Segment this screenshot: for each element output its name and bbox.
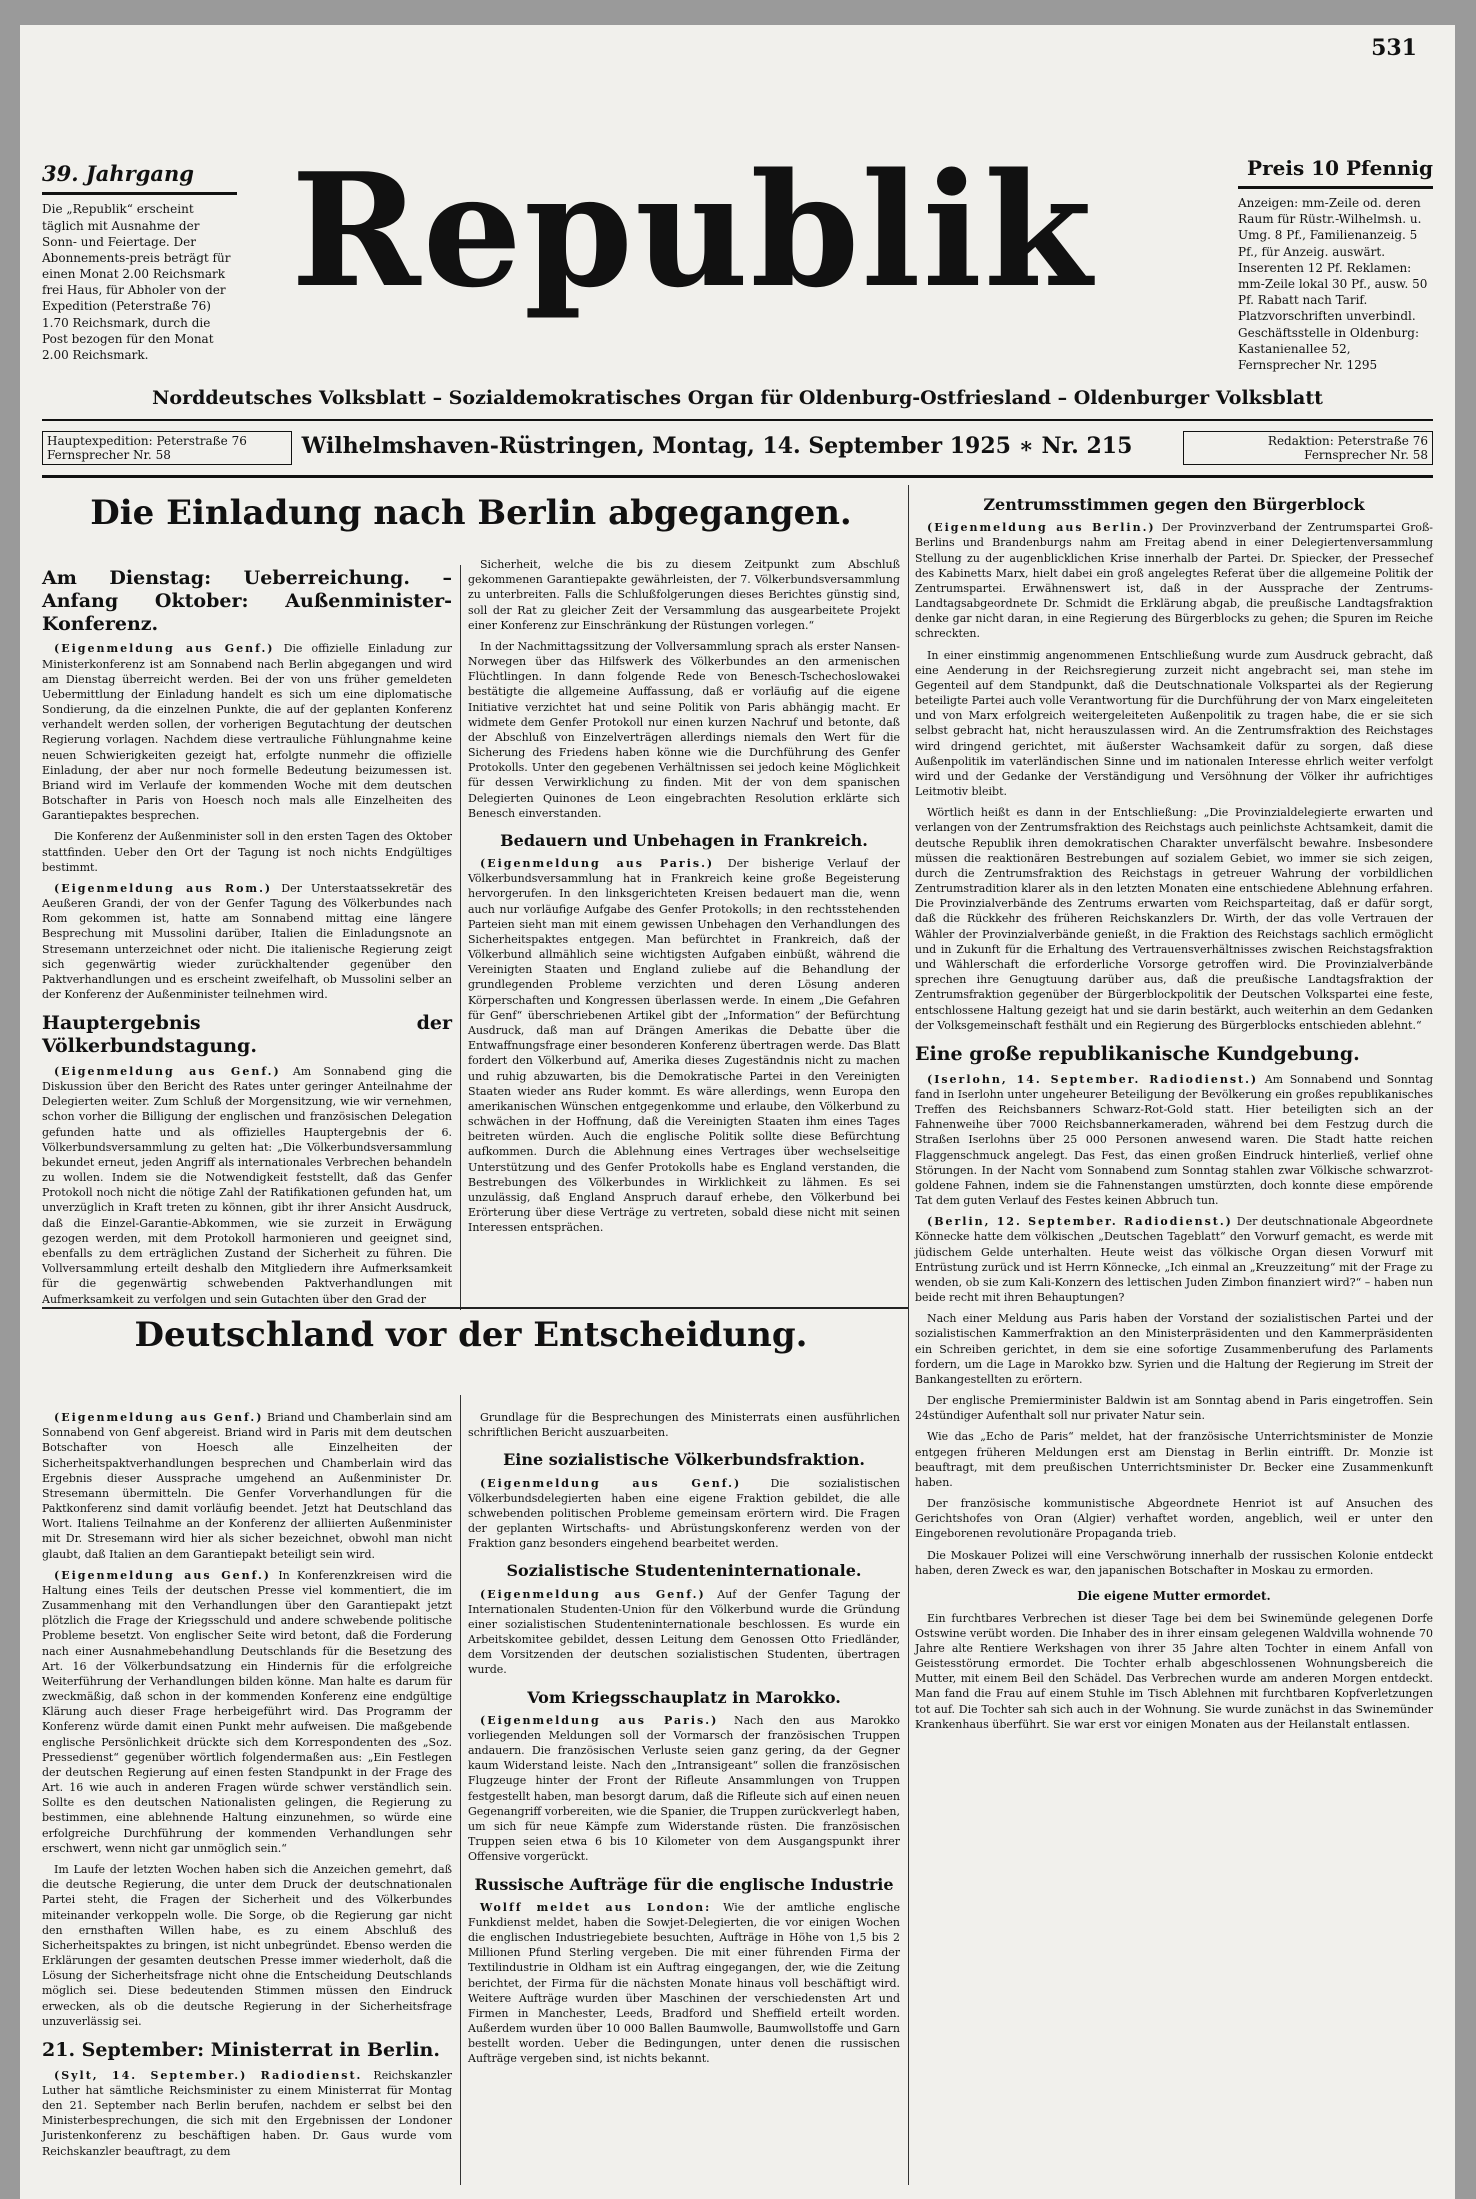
column-1 xyxy=(42,557,452,1313)
source-tag: (Eigenmeldung aus Paris.) xyxy=(480,1713,719,1727)
column-rule xyxy=(460,1395,461,2185)
paragraph: Die Moskauer Polizei will eine Verschwörung innerhalb der russischen Kolonie entdeckt haben, deren Zweck es war, den japanischen Botschafter in Moskau zu ermorden. xyxy=(915,1548,1433,1577)
paragraph: Sicherheit, welche die bis zu diesem Zeitpunkt zum Abschluß gekommenen Garantiepakte gewährleisten, der 7. Völkerbundsversammlung zu unterbreiten. Falls die Schlußfolgerungen dieses Berichtes günstig sind, soll der Rat zu gleicher Zeit der Versammlung das ausgearbeitete Projekt einer Konferenz zur Einschränkung der Rüstungen vorlegen.“ xyxy=(468,558,900,632)
paragraph: Nach einer Meldung aus Paris haben der Vorstand der sozialistischen Partei und der sozialistischen Kammerfraktion an den Ministerpräsidenten und den Kammerpräsidenten ein Schreiben gerichtet, in dem sie eine sofortige Zusammenberufung des Parlaments fordern, um die Lage in Marokko bzw. Syrien und die Haltung der Regierung im Streit der Bankangestellten zu erörtern. xyxy=(915,1312,1433,1386)
paragraph: (Eigenmeldung aus Berlin.) Der Provinzverband der Zentrumspartei Groß-Berlins und Brandenburgs nahm am Freitag abend in einer Delegiertenversammlung Stellung zu der augenblicklichen Krise innerhalb der Partei. Dr. Spiecker, der Pressechef des Kabinetts Marx, hielt dabei ein groß angelegtes Referat über die allgemeine Politik der Zentrumspartei. Erwähnenswert ist, daß in der Aussprache der Zentrums-Landtagsabgeordnete Dr. Schmidt die Erklärung abgab, die preußische Landtagsfraktion denke gar nicht daran, in eine Regierung des Bürgerblocks zu gehen; die Spuren im Reiche schreckten. xyxy=(915,521,1434,641)
newspaper-title: Republik xyxy=(290,139,1095,322)
column-4 xyxy=(42,1410,452,2165)
paragraph: (Eigenmeldung aus Genf.) Am Sonnabend ging die Diskussion über den Bericht des Rates unter geringer Anteilnahme der Delegierten weiter. Zum Schluß der Morgensitzung, wie wir vernehmen, schon vorher die Billigung der englischen und französischen Delegation gefunden hatte und als offizielles Hauptergebnis der 6. Völkerbundsversammlung zu gelten hat: „Die Völkerbundsversammlung bekundet erneut, jeden Angriff als internationales Verbrechen behandeln zu wollen. Indem sie die Notwendigkeit feststellt, daß das Genfer Protokoll noch nicht die nötige Zahl der Ratifikationen gefunden hat, um unverzüglich in Kraft treten zu können, gibt ihr ihrer Ansicht Ausdruck, daß die Einzel-Garantie-Abkommen, wie sie zurzeit in Erwägung gezogen werden, mit dem Protokoll harmonieren und geeignet sind, ebenfalls zu dem erträglichen Zustand der Sicherheit zu führen. Die Vollversammlung erteilt deshalb den Mitgliedern ihre Aufmerksamkeit für die gegenwärtig schwebenden Paktverhandlungen mit Aufmerksamkeit zu verfolgen und sein Gutachten über den Grad der xyxy=(42,1064,453,1306)
ministerrat-headline: 21. September: Ministerrat in Berlin. xyxy=(42,2038,440,2061)
subscription-info: Die „Republik“ erscheint täglich mit Ausnahme der Sonn- und Feiertage. Der Abonnements-preis beträgt für einen Monat 2.00 Reichsmark frei Haus, für Abholer von der Expedition (Peterstraße 76) 1.70 Reichsmark, durch die Post bezogen für den Monat 2.00 Reichsmark. xyxy=(42,202,231,363)
source-tag: Wolff meldet aus London: xyxy=(480,1900,712,1914)
column-rule xyxy=(460,565,461,1310)
paragraph: (Berlin, 12. September. Radiodienst.) Der deutschnationale Abgeordnete Könnecke hatte dem völkischen „Deutschen Tageblatt“ den Vorwurf gemacht, es werde mit jüdischem Gelde unterhalten. Heute weist das völkische Organ diesen Vorwurf mit Entrüstung zurück und ist Herrn Könnecke, „Ich einmal an „Kreuzzeitung“ mit der Frage zu wenden, ob sie zum Kali-Konzern des lettischen Juden Zimbon finanziert wird?“ – haben nun beide recht mit ihren Behauptungen? xyxy=(915,1215,1433,1305)
source-tag: (Eigenmeldung aus Genf.) xyxy=(480,1587,706,1601)
masthead-left-box xyxy=(42,160,237,363)
newspaper-page xyxy=(20,25,1455,2199)
paragraph: Wolff meldet aus London: Wie der amtliche englische Funkdienst meldet, haben die Sowjet-Delegierten, die vor einigen Wochen die englischen Industriegebiete besuchten, Aufträge in Höhe von 1,5 bis 2 Millionen Pfund Sterling vergeben. Die mit einer führenden Firma der Textilindustrie in Oldham ist ein Auftrag eingegangen, der, wie die Zeitung berichtet, der Firma für die nächsten Monate hinaus voll beschäftigt wird. Weitere Aufträge wurden über Maschinen der verschiedensten Art und Firmen in Manchester, Leeds, Bradford und Sheffield erteilt worden. Außerdem wurden über 10 000 Ballen Baumwolle, Baumwollstoffe und Garn bestellt worden. Ueber die Bedingungen, unter denen die russischen Aufträge vergeben sind, ist nichts bekannt. xyxy=(468,1900,900,2066)
source-tag: (Eigenmeldung aus Rom.) xyxy=(54,881,273,895)
advertising-info: Anzeigen: mm-Zeile od. deren Raum für Rüstr.-Wilhelmsh. u. Umg. 8 Pf., Familienanzeig. 5 Pf., für Anzeig. auswärt. Inserenten 12 Pf. Reklamen: mm-Zeile lokal 30 Pf., ausw. 50 Pf. Rabatt nach Tarif. Platzvorschriften unverbindl. Geschäftsstelle in Oldenburg: Kastanienallee 52, Fernsprecher Nr. 1295 xyxy=(1238,196,1428,372)
dateline-right: Redaktion: Peterstraße 76 Fernsprecher Nr. 58 xyxy=(1183,431,1433,465)
source-tag: (Eigenmeldung aus Genf.) xyxy=(54,1568,271,1582)
newspaper-subtitle: Norddeutsches Volksblatt – Sozialdemokratisches Organ für Oldenburg-Ostfriesland – Oldenburger Volksblatt xyxy=(42,387,1433,421)
paragraph: (Eigenmeldung aus Genf.) Briand und Chamberlain sind am Sonnabend von Genf abgereist. Briand wird in Paris mit dem deutschen Botschafter von Hoesch alle Einzelheiten der Sicherheitspaktverhandlungen besprechen und Chamberlain wird das Ergebnis dieser Aussprache umgehend an Außenminister Dr. Stresemann übermitteln. Die Genfer Vorverhandlungen für die Paktkonferenz sind damit vorläufig beendet. Jetzt hat Deutschland das Wort. Italiens Teilnahme an der Konferenz der alliierten Außenminister mit Dr. Stresemann wird hier als sicher bezeichnet, obwohl man nicht glaubt, daß Italien an dem Garantiepakt beteiligt sein wird. xyxy=(42,1411,452,1561)
paragraph: (Eigenmeldung aus Genf.) Die sozialistischen Völkerbundsdelegierten haben eine eigene Fraktion gebildet, die alle schwebenden politischen Probleme gemeinsam erörtern wird. Die Fragen der geplanten Wirtschafts- und Abrüstungskonferenz werden von der Fraktion ganz besonders eingehend bearbeitet werden. xyxy=(468,1476,901,1551)
volume-year: 39. Jahrgang xyxy=(42,160,237,195)
paragraph: (Eigenmeldung aus Genf.) Die offizielle Einladung zur Ministerkonferenz ist am Sonnabend nach Berlin abgegangen und wird am Dienstag überreicht werden. Bei der von uns früher gemeldeten Uebermittlung der Einladung handelt es sich um eine diplomatische Sondierung, da die einzelnen Punkte, die auf der geplanten Konferenz verhandelt werden sollen, der vorherigen Begutachtung der deutschen Regierung vorlagen. Nachdem diese vertrauliche Fühlungnahme keine neuen Schwierigkeiten gezeigt hat, erfolgte nunmehr die offizielle Einladung, der aber nur noch formelle Bedeutung beizumessen ist. Briand wird im Verlaufe der kommenden Woche mit dem deutschen Botschafter in Paris von Hoesch noch mals alle Einzelheiten des Garantiepaktes besprechen. xyxy=(42,642,453,823)
kundgebung-headline: Eine große republikanische Kundgebung. xyxy=(915,1042,1360,1065)
paragraph: Im Laufe der letzten Wochen haben sich die Anzeichen gemehrt, daß die deutsche Regierung, die unter dem Druck der deutschnationalen Partei steht, die Fragen der Sicherheit und des Völkerbundes miteinander verkoppeln wolle. Die Sorge, ob die Regierung gar nicht den ernsthaften Willen habe, es zu einem Abschluß des Sicherheitspaktes zu bringen, ist nicht unbegründet. Ebenso werden die Erklärungen der gesamten deutschen Presse immer wiederholt, daß die Lösung der Sicherheitsfrage nicht ohne die Entscheidung Deutschlands möglich sei. Diese bedeutenden Stimmen müssen den Eindruck erwecken, als ob die deutsche Regierung in der Sicherheitsfrage unzuverlässig sei. xyxy=(42,1862,452,2028)
einladung-subhead: Am Dienstag: Ueberreichung. – Anfang Oktober: Außenminister-Konferenz. xyxy=(42,567,452,635)
dateline-center: Wilhelmshaven-Rüstringen, Montag, 14. September 1925 ∗ Nr. 215 xyxy=(301,433,1133,459)
lead-headline: Die Einladung nach Berlin abgegangen. xyxy=(90,493,852,533)
paragraph: Der englische Premierminister Baldwin ist am Sonntag abend in Paris eingetroffen. Sein 24stündiger Aufenthalt soll nur privater Natur sein. xyxy=(915,1394,1433,1423)
price: Preis 10 Pfennig xyxy=(1238,155,1433,189)
source-tag: (Eigenmeldung aus Berlin.) xyxy=(927,521,1156,535)
paragraph: (Eigenmeldung aus Paris.) Nach den aus Marokko vorliegenden Meldungen soll der Vormarsch der französischen Truppen andauern. Die französischen Verluste seien ganz gering, da der Gegner kaum Widerstand leiste. Nach den „Intransigeant“ sollen die französischen Flugzeuge hinter der Front der Rifleute Ansammlungen von Truppen festgestellt haben, man besorgt darum, daß die Rifleute sich auf einen neuen Gegenangriff vorbereiten, wie die Spanier, die Truppen zurückverlegt haben, um sich für neue Kämpfe zum Widerstande rüsten. Die französischen Truppen seien etwa 6 bis 10 Kilometer von dem Ausgangspunkt ihrer Offensive vorgerückt. xyxy=(468,1713,901,1864)
column-rule xyxy=(908,485,909,2185)
page-number: 531 xyxy=(1371,35,1417,61)
frankreich-headline: Bedauern und Unbehagen in Frankreich. xyxy=(500,830,868,850)
dateline-bar xyxy=(42,427,1433,478)
studenten-headline: Sozialistische Studenteninternationale. xyxy=(506,1561,862,1581)
paragraph: (Eigenmeldung aus Genf.) Auf der Genfer Tagung der Internationalen Studenten-Union für den Völkerbund wurde die Gründung einer sozialistischen Studenteninternationale beschlossen. Es wurde ein Arbeitskomitee gebildet, dessen Leitung dem Genossen Otto Friedländer, dem Vorsitzenden der deutschen sozialistischen Studenten, übertragen wurde. xyxy=(468,1587,901,1677)
source-tag: (Eigenmeldung aus Genf.) xyxy=(54,1064,281,1078)
paragraph: Wie das „Echo de Paris“ meldet, hat der französische Unterrichtsminister de Monzie entgegen früheren Meldungen erst am Dienstag in Berlin eintrifft. Dr. Monzie ist beauftragt, mit dem preußischen Unterrichtsminister Dr. Becker eine Zusammenkunft haben. xyxy=(915,1430,1433,1489)
entscheidung-headline: Deutschland vor der Entscheidung. xyxy=(134,1315,808,1355)
source-tag: (Eigenmeldung aus Genf.) xyxy=(480,1476,742,1490)
paragraph: Ein furchtbares Verbrechen ist dieser Tage bei dem bei Swinemünde gelegenen Dorfe Ostswine verübt worden. Die Inhaber des in ihrer einsam gelegenen Waldvilla wohnende 70 Jahre alte Rentiere Werkshagen von ihrer 35 Jahre alten Tochter in einem Anfall von Geistesstörung ermordet. Die Tochter erhalb abgeschlossenen Wohnungsbereich die Mutter, mit einem Beil den Schädel. Das Verbrechen wurde am anderen Morgen entdeckt. Man fand die Frau auf einem Stuhle im Tisch Ablehnen mit furchtbaren Kopfverletzungen tot auf. Die Tochter sah sich auch in der Wohnung. Sie wurde zunächst in das Swinemünder Krankenhaus überführt. Sie war erst vor einigen Monaten aus der Heilanstalt entlassen. xyxy=(915,1611,1433,1731)
fraktion-headline: Eine sozialistische Völkerbundsfraktion. xyxy=(503,1450,865,1470)
paragraph: Die Konferenz der Außenminister soll in den ersten Tagen des Oktober stattfinden. Ueber den Ort der Tagung ist noch nichts Endgültiges bestimmt. xyxy=(42,830,452,874)
source-tag: (Eigenmeldung aus Paris.) xyxy=(480,857,715,871)
source-tag: (Iserlohn, 14. September. Radiodienst.) xyxy=(927,1072,1259,1086)
paragraph: (Iserlohn, 14. September. Radiodienst.) Am Sonnabend und Sonntag fand in Iserlohn unter ungeheurer Beteiligung der Bevölkerung ein großes republikanisches Treffen des Reichsbanners Schwarz-Rot-Gold statt. Hier beteiligten sich an der Fahnenweihe über 7000 Reichsbannerkameraden, während bei dem Festzug durch die Straßen Iserlohns über 25 000 Personen anwesend waren. Die Stadt hatte reichen Flaggenschmuck angelegt. Das Fest, das einen großen Eindruck hinterließ, verlief ohne Störungen. In der Nacht vom Sonnabend zum Sonntag stahlen zwar Völkische schwarzrot-goldene Fahnen, indem sie die Fahnenstangen umstürzten, doch konnte diese empörende Tat dem guten Verlauf des Festes keinen Abbruch tun. xyxy=(915,1072,1433,1208)
paragraph: Grundlage für die Besprechungen des Ministerrats einen ausführlichen schriftlichen Bericht auszuarbeiten. xyxy=(468,1411,900,1440)
paragraph: In einer einstimmig angenommenen Entschließung wurde zum Ausdruck gebracht, daß eine Aenderung in der Reichsregierung zurzeit nicht angebracht sei, man stehe im Gegenteil auf dem Standpunkt, daß die Deutschnationale Volkspartei als der Regierung beteiligte Partei auch volle Verantwortung für die Durchführung der von Marx eingeleiteten und von Marx erfolgreich weitergeleiteten Außenpolitik zu tragen habe, die er sie sich selbst gebracht hat, nicht herauszulassen wird. An die Zentrumsfraktion des Reichstages wird dringend gerichtet, mit äußerster Wachsamkeit dafür zu sorgen, daß diese Außenpolitik im vaterländischen Sinne und im nationalen Interesse ehrlich weiter verfolgt wird und der Gedanke der Verständigung und Versöhnung der Völker ihr aufrichtiges Leitmotiv bleibt. xyxy=(915,648,1433,799)
masthead-right-box xyxy=(1238,155,1433,373)
column-5 xyxy=(468,1410,900,2073)
paragraph: Wörtlich heißt es dann in der Entschließung: „Die Provinzialdelegierte erwarten und verlangen von der Zentrumsfraktion des Reichstags auch peinlichste Achtsamkeit, damit die deutsche Republik ihren demokratischen Charakter unverfälscht bewahre. Insbesondere müssen die reaktionären Bestrebungen auf sozialem Gebiet, wo immer sie sich zeigen, durch die Zentrumsfraktion des Reichstags in getreuer Wahrung der vorbildlichen Zentrumstradition klarer als in den letzten Monaten eine entschiedene Ablehnung erfahren. Die Provinzialverbände des Zentrums erwarten vom Reichsparteitag, daß er dafür sorgt, daß die Rückkehr des früheren Reichskanzlers Dr. Wirth, der das volle Vertrauen der Wähler der Provinzialverbände genießt, in die Fraktion des Reichstags sachlich ermöglicht und in Zukunft für die Erhaltung des Vertrauensverhältnisses zwischen Reichstagsfraktion und Wählerschaft die erforderliche Vorsorge getroffen wird. Die Provinzialverbände sprechen ihre Genugtuung darüber aus, daß die preußische Landtagsfraktion der Zentrumsfraktion gegenüber der Bürgerblockpolitik der Deutschen Volkspartei eine feste, entschlossene Haltung gezeigt hat und sie darin bestärkt, auch weiterhin an dem Gedanken der Volksgemeinschaft festhält und ein Regierung des Bürgerblocks entschieden ablehnt.“ xyxy=(915,806,1433,1032)
source-tag: (Eigenmeldung aus Genf.) xyxy=(54,1411,264,1424)
column-3 xyxy=(915,495,1433,1738)
russisch-headline: Russische Aufträge für die englische Industrie xyxy=(474,1874,894,1894)
lead-headline-block xyxy=(42,495,900,532)
source-tag: (Berlin, 12. September. Radiodienst.) xyxy=(927,1215,1233,1229)
paragraph: Der französische kommunistische Abgeordnete Henriot ist auf Ansuchen des Gerichtshofes von Oran (Algier) verhaftet worden, angeblich, weil er unter den Eingeborenen revolutionäre Propaganda trieb. xyxy=(915,1497,1433,1541)
paragraph: In der Nachmittagssitzung der Vollversammlung sprach als erster Nansen-Norwegen über das Hilfswerk des Völkerbundes an den armenischen Flüchtlingen. In dann folgende Rede von Benesch-Tschechoslowakei bestätigte die allgemeine Auffassung, daß er vorläufig auf die eigene Initiative verzichtet hat und seine Politik von Paris abhängig macht. Er widmete dem Genfer Protokoll nur einen kurzen Nachruf und betonte, daß der Abschluß von Einzelverträgen allerdings niemals den Wert für die Sicherung des Friedens haben könne wie die Durchführung des Genfer Protokolls. Unter den gegebenen Verhältnissen sei jedoch keine Möglichkeit für dessen Verwirklichung zu finden. Mit der von dem spanischen Delegierten Quinones de Leon eingebrachten Resolution erklärte sich Benesch einverstanden. xyxy=(468,639,900,820)
zentrum-headline: Zentrumsstimmen gegen den Bürgerblock xyxy=(983,495,1365,514)
hauptergebnis-headline: Hauptergebnis der Völkerbundstagung. xyxy=(42,1012,452,1058)
second-headline-block xyxy=(42,1317,900,1354)
marokko-headline: Vom Kriegsschauplatz in Marokko. xyxy=(527,1687,841,1707)
paragraph: (Eigenmeldung aus Genf.) In Konferenzkreisen wird die Haltung eines Teils der deutschen Presse viel kommentiert, die im Zusammenhang mit den Verhandlungen über den Garantiepakt jetzt plötzlich die Frage der Kriegsschuld und andere schwebende politische Probleme besetzt. Von englischer Seite wird betont, daß die Forderung nach einer Ausnahmebehandlung Deutschlands für die Besetzung des Art. 16 der Völkerbundsatzung ein Hindernis für die erfolgreiche Weiterführung der Verhandlungen bilden könne. Man halte es darum für zweckmäßig, daß schon in der kommenden Konferenz eine endgültige Klärung auch dieser Frage herbeigeführt wird. Das Programm der Konferenz würde damit einen Punkt mehr aufweisen. Die maßgebende englische Persönlichkeit drückte sich dem Korrespondenten des „Soz. Pressedienst“ gegenüber wörtlich folgendermaßen aus: „Ein Festlegen der deutschen Regierung auf einen festen Standpunkt in der Frage des Art. 16 wie auch in anderen Fragen würde schwer verständlich sein. Sollte es den deutschen Nationalisten gelingen, die Regierung zu bestimmen, eine ablehnende Haltung einzunehmen, so würde eine erfolgreiche Durchführung der kommenden Verhandlungen sehr erschwert, wenn nicht gar unmöglich sein.“ xyxy=(42,1568,452,1855)
paragraph: (Sylt, 14. September.) Radiodienst. Reichskanzler Luther hat sämtliche Reichsminister zu einem Ministerrat für Montag den 21. September nach Berlin berufen, nachdem er selbst bei den Ministerbesprechungen, die sich mit den Ergebnissen der Londoner Juristenkonferenz zu beschäftigen haben. Dr. Gaus wurde vom Reichskanzler beauftragt, zu dem xyxy=(42,2068,452,2158)
dateline-left: Hauptexpedition: Peterstraße 76 Fernsprecher Nr. 58 xyxy=(42,431,292,465)
source-tag: (Sylt, 14. September.) Radiodienst. xyxy=(54,2068,363,2082)
mutter-headline: Die eigene Mutter ermordet. xyxy=(1077,1588,1271,1603)
paragraph: (Eigenmeldung aus Paris.) Der bisherige Verlauf der Völkerbundsversammlung hat in Frankreich keine große Begeisterung hervorgerufen. In den linksgerichteten Kreisen bedauert man die, wenn auch nur vorläufige Aufgabe des Genfer Protokolls; in den rechtsstehenden Parteien sieht man mit einem gewissen Unbehagen den Verhandlungen des Sicherheitspaktes entgegen. Man befürchtet in Frankreich, daß der Völkerbund allmählich seine wichtigsten Aufgaben einbüßt, während die Vereinigten Staaten und England zuliebe auf die Behandlung der grundlegenden Probleme verzichten und deren Lösung anderen Körperschaften und Kongressen überlassen werde. In einem „Die Gefahren für Genf“ überschriebenen Artikel gibt der „Information“ der Befürchtung Ausdruck, daß man auf Drängen Amerikas die Debatte über die Entwaffnungsfrage einer besonderen Konferenz übertragen werde. Das Blatt fordert den Völkerbund auf, Amerika dieses Zugeständnis nicht zu machen und ruhig abzuwarten, bis die Demokratische Partei in den Vereinigten Staaten wieder ans Ruder kommt. Es wäre allerdings, wenn Europa den amerikanischen Wünschen entgegenkomme und erlaube, den Völkerbund zu schwächen in der Hoffnung, daß die Vereinigten Staaten ihm eines Tages beitreten würden. Auch die englische Politik sollte diese Befürchtung aufkommen. Durch die Ablehnung eines Vertrages über wechselseitige Unterstützung und des Genfer Protokolls habe es England verstanden, die Bestrebungen des Völkerbundes in Wirklichkeit zu lähmen. Es sei unzulässig, daß England Anspruch darauf erhebe, den Völkerbund bei Erörterung über diese Verträge zu vertreten, sobald diese nicht mit seinen Interessen entsprächen. xyxy=(468,857,901,1235)
column-2 xyxy=(468,557,900,1241)
source-tag: (Eigenmeldung aus Genf.) xyxy=(54,642,275,656)
paragraph: (Eigenmeldung aus Rom.) Der Unterstaatssekretär des Aeußeren Grandi, der von der Genfer Tagung des Völkerbundes nach Rom gekommen ist, hatte am Sonnabend mittag eine längere Besprechung mit Mussolini darüber, Italien die Einladungsnote an Stresemann unterzeichnet oder nicht. Die italienische Regierung zeigt sich gegenwärtig wieder zurückhaltender gegenüber den Paktverhandlungen und es erscheint zweifelhaft, ob Mussolini selber an der Konferenz der Außenminister teilnehmen wird. xyxy=(42,881,452,1002)
